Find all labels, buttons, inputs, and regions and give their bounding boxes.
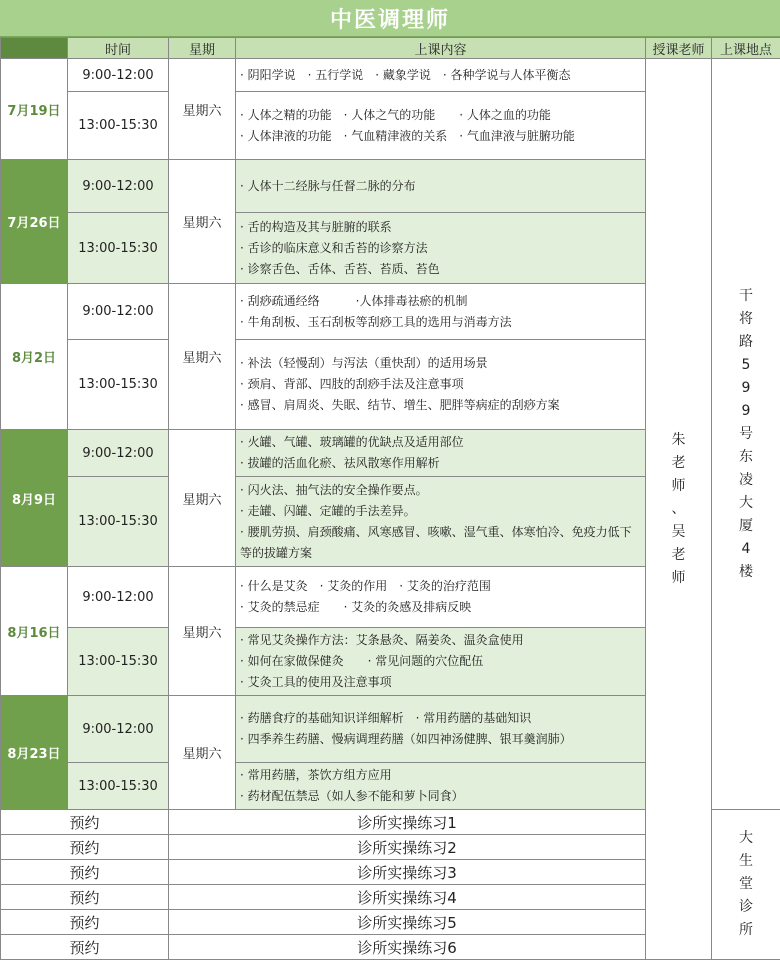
practice-name: 诊所实操练习6: [169, 935, 646, 960]
header-teacher: 授课老师: [646, 38, 712, 59]
session-time: 13:00-15:30: [68, 628, 169, 696]
session-row-am: [1, 59, 780, 92]
location-char: 诊: [712, 896, 780, 919]
location-char: 所: [712, 919, 780, 942]
session-time: 13:00-15:30: [68, 763, 169, 810]
session-content: [236, 567, 646, 628]
session-date: 7月26日: [1, 160, 68, 284]
content-line: · 人体之精的功能 · 人体之气的功能 · 人体之血的功能: [240, 105, 641, 126]
session-date: 8月2日: [1, 284, 68, 430]
location-char: 9: [712, 400, 780, 423]
content-line: · 舌的构造及其与脏腑的联系: [240, 217, 641, 238]
content-line: · 四季养生药膳、慢病调理药膳（如四神汤健脾、银耳羹润肺）: [240, 729, 641, 750]
practice-label: 预约: [1, 860, 169, 885]
session-content: [236, 696, 646, 763]
content-line: · 补法（轻慢刮）与泻法（重快刮）的适用场景: [240, 353, 641, 374]
session-time: 9:00-12:00: [68, 59, 169, 92]
teacher-cell: [646, 59, 712, 960]
content-line: · 牛角刮板、玉石刮板等刮痧工具的选用与消毒方法: [240, 312, 641, 333]
session-date: 8月23日: [1, 696, 68, 810]
location-char: 厦: [712, 515, 780, 538]
header-time: 时间: [68, 38, 169, 59]
session-time: 13:00-15:30: [68, 92, 169, 160]
location-cell: [712, 59, 780, 810]
location-char: 5: [712, 354, 780, 377]
content-line: · 什么是艾灸 · 艾灸的作用 · 艾灸的治疗范围: [240, 576, 641, 597]
location-char: 生: [712, 850, 780, 873]
page-title: 中医调理师: [0, 0, 780, 37]
practice-name: 诊所实操练习4: [169, 885, 646, 910]
content-line: · 药膳食疗的基础知识详细解析 · 常用药膳的基础知识: [240, 708, 641, 729]
session-time: 9:00-12:00: [68, 160, 169, 213]
content-line: · 闪火法、抽气法的安全操作要点。: [240, 480, 641, 501]
session-date: 8月9日: [1, 430, 68, 567]
practice-name: 诊所实操练习2: [169, 835, 646, 860]
session-weekday: 星期六: [169, 160, 236, 284]
location-cell-clinic: [712, 810, 780, 960]
session-time: 13:00-15:30: [68, 477, 169, 567]
session-content: [236, 213, 646, 284]
location-char: 东: [712, 446, 780, 469]
session-time: 13:00-15:30: [68, 213, 169, 284]
content-line: · 刮痧疏通经络 ·人体排毒祛瘀的机制: [240, 291, 641, 312]
session-content: [236, 763, 646, 810]
content-line: · 人体十二经脉与任督二脉的分布: [240, 176, 641, 197]
session-date: 7月19日: [1, 59, 68, 160]
practice-label: 预约: [1, 885, 169, 910]
session-time: 9:00-12:00: [68, 696, 169, 763]
location-char: 大: [712, 827, 780, 850]
practice-name: 诊所实操练习1: [169, 810, 646, 835]
practice-name: 诊所实操练习3: [169, 860, 646, 885]
content-line: · 药材配伍禁忌（如人参不能和萝卜同食）: [240, 786, 641, 807]
practice-label: 预约: [1, 935, 169, 960]
content-line: · 艾灸工具的使用及注意事项: [240, 672, 641, 693]
session-content: [236, 92, 646, 160]
content-line: · 走罐、闪罐、定罐的手法差异。: [240, 501, 641, 522]
session-weekday: 星期六: [169, 59, 236, 160]
content-line: · 阴阳学说 · 五行学说 · 藏象学说 · 各种学说与人体平衡态: [240, 65, 641, 86]
header-content: 上课内容: [236, 38, 646, 59]
content-line: · 如何在家做保健灸 · 常见问题的穴位配伍: [240, 651, 641, 672]
session-time: 9:00-12:00: [68, 567, 169, 628]
teacher-char: 老: [646, 452, 711, 475]
location-char: 堂: [712, 873, 780, 896]
content-line: · 舌诊的临床意义和舌苔的诊察方法: [240, 238, 641, 259]
content-line: · 人体津液的功能 · 气血精津液的关系 · 气血津液与脏腑功能: [240, 126, 641, 147]
practice-label: 预约: [1, 910, 169, 935]
content-line: · 诊察舌色、舌体、舌苔、苔质、苔色: [240, 259, 641, 280]
content-line: · 常见艾灸操作方法：艾条悬灸、隔姜灸、温灸盒使用: [240, 630, 641, 651]
practice-name: 诊所实操练习5: [169, 910, 646, 935]
teacher-char: 师: [646, 475, 711, 498]
header-row: [1, 38, 780, 59]
location-char: 4: [712, 538, 780, 561]
content-line: · 颈肩、背部、四肢的刮痧手法及注意事项: [240, 374, 641, 395]
content-line: · 腰肌劳损、肩颈酸痛、风寒感冒、咳嗽、湿气重、体寒怕冷、免疫力低下等的拔罐方案: [240, 522, 641, 564]
session-content: [236, 628, 646, 696]
practice-label: 预约: [1, 835, 169, 860]
header-location: 上课地点: [712, 38, 780, 59]
session-time: 9:00-12:00: [68, 430, 169, 477]
session-content: [236, 160, 646, 213]
content-line: · 艾灸的禁忌症 · 艾灸的灸感及排病反映: [240, 597, 641, 618]
session-weekday: 星期六: [169, 284, 236, 430]
session-date: 8月16日: [1, 567, 68, 696]
content-line: · 拔罐的活血化瘀、祛风散寒作用解析: [240, 453, 641, 474]
teacher-char: 老: [646, 544, 711, 567]
content-line: · 常用药膳，茶饮方组方应用: [240, 765, 641, 786]
teacher-char: 朱: [646, 429, 711, 452]
location-char: 将: [712, 308, 780, 331]
location-char: 路: [712, 331, 780, 354]
location-char: 干: [712, 285, 780, 308]
session-weekday: 星期六: [169, 696, 236, 810]
content-line: · 感冒、肩周炎、失眠、结节、增生、肥胖等病症的刮痧方案: [240, 395, 641, 416]
teacher-char: 、: [646, 498, 711, 521]
header-weekday: 星期: [169, 38, 236, 59]
session-content: [236, 340, 646, 430]
practice-label: 预约: [1, 810, 169, 835]
location-char: 9: [712, 377, 780, 400]
session-content: [236, 59, 646, 92]
location-char: 楼: [712, 561, 780, 584]
session-weekday: 星期六: [169, 430, 236, 567]
content-line: · 火罐、气罐、玻璃罐的优缺点及适用部位: [240, 432, 641, 453]
session-time: 9:00-12:00: [68, 284, 169, 340]
schedule-table: [0, 37, 780, 960]
session-content: [236, 284, 646, 340]
location-char: 大: [712, 492, 780, 515]
header-blank: [1, 38, 68, 59]
session-weekday: 星期六: [169, 567, 236, 696]
teacher-char: 吴: [646, 521, 711, 544]
session-content: [236, 477, 646, 567]
session-time: 13:00-15:30: [68, 340, 169, 430]
session-content: [236, 430, 646, 477]
location-char: 凌: [712, 469, 780, 492]
teacher-char: 师: [646, 567, 711, 590]
location-char: 号: [712, 423, 780, 446]
